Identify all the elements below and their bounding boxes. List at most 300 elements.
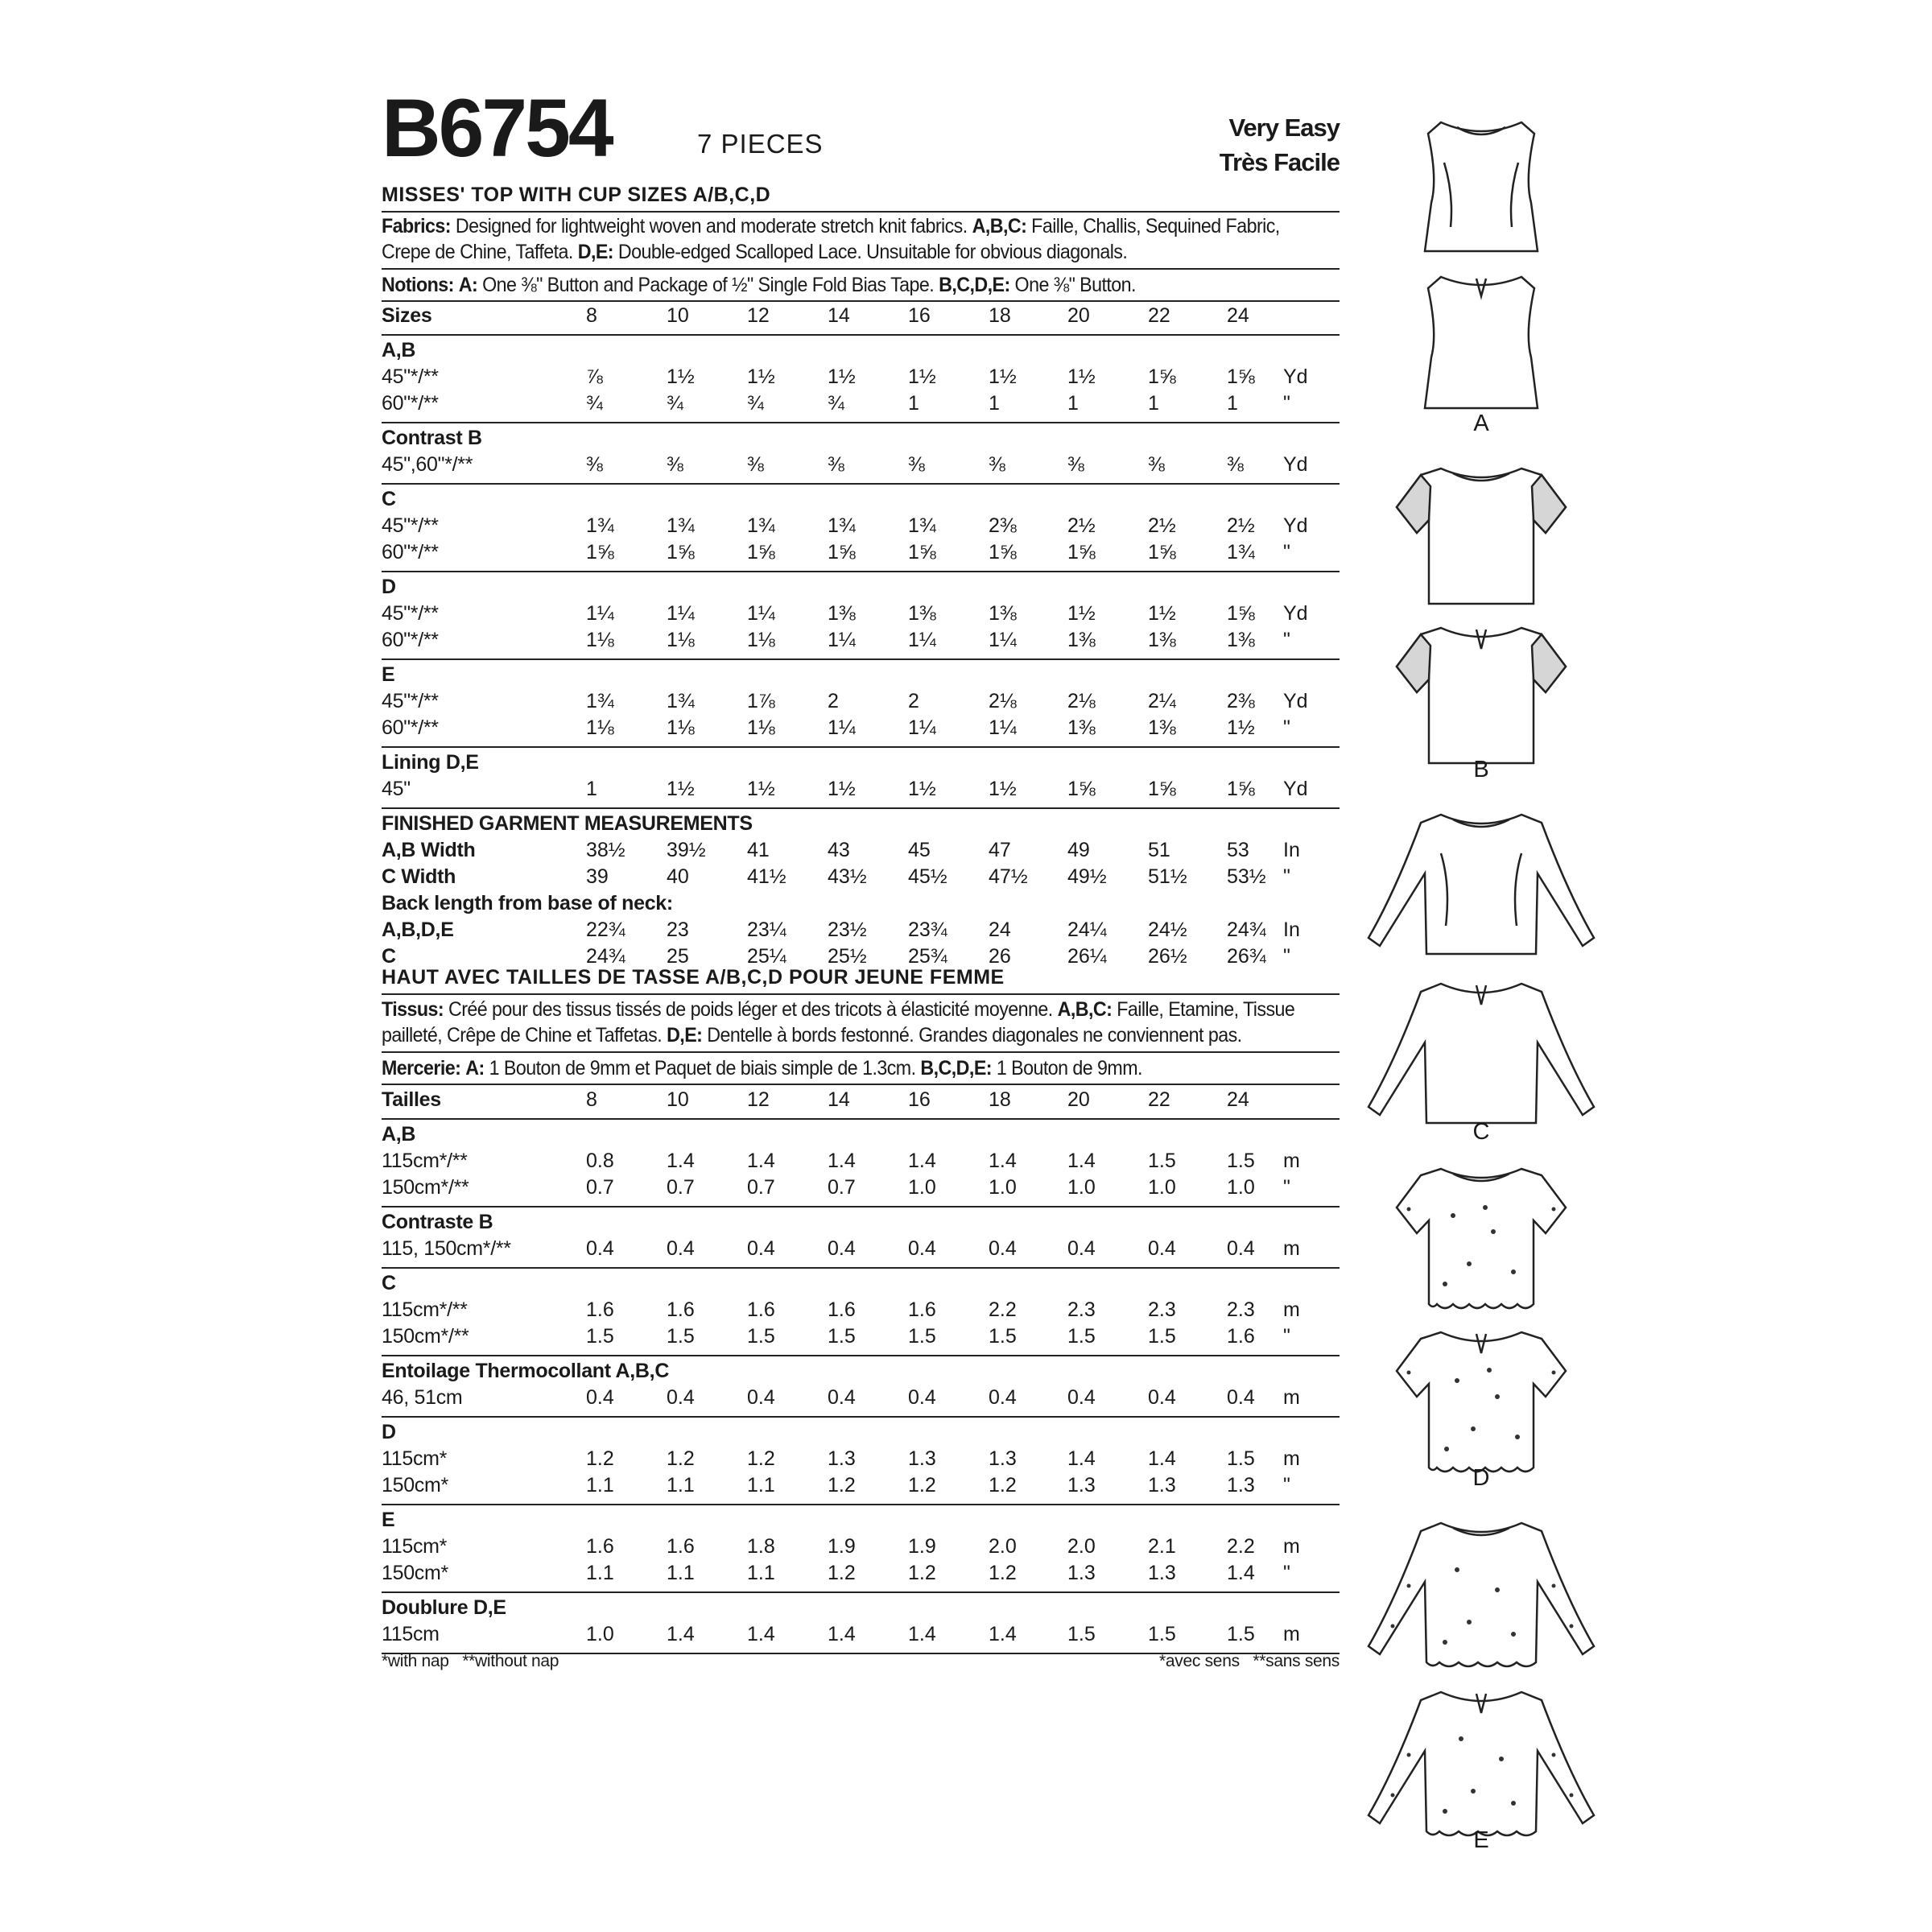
row-label: Contrast B (382, 427, 482, 449)
table-cell: 0.4 (1148, 1386, 1176, 1409)
table-cell: 1¼ (989, 716, 1017, 739)
table-cell: 1.4 (747, 1623, 775, 1645)
group-heading (382, 1360, 1340, 1384)
table-cell: 2.2 (989, 1298, 1017, 1321)
table-cell: 1.6 (908, 1298, 936, 1321)
group-heading (382, 751, 1340, 775)
divider (382, 807, 1340, 809)
table-cell: 1.0 (586, 1623, 614, 1645)
table-cell: 0.4 (667, 1386, 695, 1409)
pieces-count: 7 PIECES (697, 129, 824, 159)
table-cell: 2.3 (1148, 1298, 1176, 1321)
table-cell: 18 (989, 304, 1011, 327)
measurements-heading (382, 812, 1340, 836)
table-cell: ¾ (828, 392, 844, 415)
table-cell: 1⅝ (1227, 602, 1255, 625)
table-cell: 1.1 (586, 1474, 614, 1496)
table-cell: 1.2 (989, 1562, 1017, 1584)
table-row (382, 629, 1340, 653)
table-cell: 0.7 (586, 1176, 614, 1199)
table-cell: 1⅜ (1148, 629, 1176, 651)
table-cell: 1⅝ (1227, 778, 1255, 800)
table-cell: ⅜ (1227, 453, 1244, 476)
table-cell: 0.4 (908, 1237, 936, 1260)
table-cell: 0.4 (667, 1237, 695, 1260)
view-b-illustration (1373, 459, 1590, 773)
table-cell: 1 (1067, 392, 1079, 415)
table-cell: 40 (667, 865, 689, 888)
back-length-heading (382, 892, 1340, 916)
table-cell: 1¼ (828, 629, 856, 651)
table-row (382, 1325, 1340, 1349)
table-cell: ⅜ (586, 453, 603, 476)
table-cell: 1.2 (828, 1474, 856, 1496)
table-cell: 26½ (1148, 945, 1187, 968)
table-row (382, 1176, 1340, 1200)
unit-label: m (1283, 1623, 1300, 1645)
table-cell: 0.4 (828, 1386, 856, 1409)
table-cell: 1.5 (1227, 1623, 1255, 1645)
table-cell: 1.6 (747, 1298, 775, 1321)
divider (382, 300, 1340, 302)
table-cell: 25¼ (747, 945, 786, 968)
unit-label: Yd (1283, 365, 1308, 388)
view-letter-e: E (1473, 1827, 1489, 1853)
group-heading (382, 1421, 1340, 1445)
footnote-en: *with nap **without nap (382, 1652, 559, 1670)
row-label: 60"*/** (382, 392, 439, 415)
divider (382, 746, 1340, 748)
row-label: FINISHED GARMENT MEASUREMENTS (382, 812, 753, 835)
table-cell: 8 (586, 304, 597, 327)
row-label: A,B Width (382, 839, 476, 861)
table-cell: 1⅝ (586, 541, 614, 564)
group-heading (382, 1509, 1340, 1533)
table-cell: 1.3 (908, 1447, 936, 1470)
table-cell: 1.4 (828, 1623, 856, 1645)
table-row (382, 1623, 1340, 1647)
table-cell: 1.4 (1227, 1562, 1255, 1584)
row-label: 60"*/** (382, 716, 439, 739)
table-cell: 1.1 (667, 1562, 695, 1584)
table-cell: 1.4 (667, 1150, 695, 1172)
table-cell: 0.4 (1067, 1386, 1096, 1409)
table-cell: 20 (1067, 304, 1090, 327)
table-cell: 10 (667, 1088, 689, 1111)
table-row (382, 1447, 1340, 1472)
table-cell: 2¼ (1148, 690, 1176, 712)
unit-label: Yd (1283, 778, 1308, 800)
table-cell: 1.0 (989, 1176, 1017, 1199)
table-cell: 1.9 (908, 1535, 936, 1558)
table-row (382, 1386, 1340, 1410)
table-cell: 1⅛ (747, 629, 775, 651)
table-cell: 0.7 (828, 1176, 856, 1199)
table-cell: 1.5 (586, 1325, 614, 1348)
table-cell: 41½ (747, 865, 786, 888)
table-cell: 24¾ (1227, 919, 1266, 941)
divider (382, 1206, 1340, 1208)
table-cell: 1⅝ (828, 541, 856, 564)
table-cell: 25 (667, 945, 689, 968)
mercerie-text: Mercerie: A: 1 Bouton de 9mm et Paquet de biais simple de 1.3cm. B,C,D,E: 1 Bouton de 9mm. (382, 1057, 1142, 1080)
table-cell: 10 (667, 304, 689, 327)
row-label: 45"*/** (382, 690, 439, 712)
group-heading (382, 1596, 1340, 1620)
english-title: MISSES' TOP WITH CUP SIZES A/B,C,D (382, 184, 771, 206)
view-e-illustration (1360, 1513, 1602, 1852)
table-cell: ⅜ (1067, 453, 1084, 476)
row-label: Lining D,E (382, 751, 479, 774)
divider (382, 1355, 1340, 1356)
table-cell: 1.3 (1148, 1474, 1176, 1496)
table-cell: 1.2 (908, 1562, 936, 1584)
table-cell: 2.2 (1227, 1535, 1255, 1558)
table-cell: 24 (989, 919, 1011, 941)
table-cell: 1⅝ (908, 541, 936, 564)
table-cell: 2⅜ (989, 514, 1017, 537)
sizes-header-row (382, 1088, 1340, 1113)
table-cell: 14 (828, 1088, 850, 1111)
table-cell: ⅜ (667, 453, 683, 476)
table-cell: 23¼ (747, 919, 786, 941)
table-cell: 25½ (828, 945, 867, 968)
table-cell: 14 (828, 304, 850, 327)
table-cell: 1.4 (667, 1623, 695, 1645)
row-label: 46, 51cm (382, 1386, 463, 1409)
unit-label: m (1283, 1150, 1300, 1172)
table-cell: 2.0 (1067, 1535, 1096, 1558)
row-label: C (382, 945, 396, 968)
table-cell: 1½ (1148, 602, 1176, 625)
table-cell: 1½ (1227, 716, 1255, 739)
table-row (382, 1535, 1340, 1559)
table-cell: 0.4 (586, 1386, 614, 1409)
table-cell: 23¾ (908, 919, 947, 941)
table-cell: 1¾ (1227, 541, 1255, 564)
sizes-header-row (382, 304, 1340, 328)
measurement-row (382, 919, 1340, 943)
table-cell: 45 (908, 839, 931, 861)
table-cell: 1⅜ (828, 602, 856, 625)
view-letter-b: B (1473, 757, 1489, 782)
table-cell: 16 (908, 1088, 931, 1111)
table-cell: 1.9 (828, 1535, 856, 1558)
table-cell: 1.1 (747, 1562, 775, 1584)
table-cell: 1.5 (1227, 1447, 1255, 1470)
table-cell: 1.5 (747, 1325, 775, 1348)
table-cell: 1.0 (1067, 1176, 1096, 1199)
divider (382, 1591, 1340, 1593)
fabrics-text: Fabrics: Designed for lightweight woven and moderate stretch knit fabrics. A,B,C: Faille, Challis, Sequined Fabric, Crepe de Chine, Taffeta. D,E: Double-edged Scalloped Lace. Unsuitable for obvious diagonals. (382, 215, 1280, 263)
table-row (382, 716, 1340, 741)
table-cell: 0.4 (1067, 1237, 1096, 1260)
row-label: 115cm* (382, 1535, 448, 1558)
table-cell: 1⅛ (586, 716, 614, 739)
table-cell: 1.3 (1227, 1474, 1255, 1496)
table-cell: 51½ (1148, 865, 1187, 888)
table-row (382, 365, 1340, 390)
view-c-illustration (1360, 805, 1602, 1143)
table-cell: 0.7 (667, 1176, 695, 1199)
table-cell: ¾ (747, 392, 764, 415)
unit-label: " (1283, 629, 1290, 651)
table-cell: 1½ (747, 365, 775, 388)
table-cell: 1½ (989, 365, 1017, 388)
table-cell: 1.3 (1067, 1562, 1096, 1584)
table-cell: 26 (989, 945, 1011, 968)
row-label: C (382, 1272, 396, 1294)
table-row (382, 690, 1340, 714)
unit-label: m (1283, 1535, 1300, 1558)
table-cell: 26¼ (1067, 945, 1107, 968)
table-cell: 1⅝ (667, 541, 695, 564)
divider (382, 571, 1340, 572)
table-cell: 1.2 (989, 1474, 1017, 1496)
table-cell: 1.3 (1148, 1562, 1176, 1584)
table-cell: 1⅜ (1067, 716, 1096, 739)
table-cell: 41 (747, 839, 770, 861)
table-cell: 2.3 (1067, 1298, 1096, 1321)
table-cell: 1.6 (667, 1298, 695, 1321)
row-label: 115cm* (382, 1447, 448, 1470)
table-cell: 1 (586, 778, 597, 800)
table-cell: 1 (1148, 392, 1159, 415)
table-cell: 1½ (1067, 602, 1096, 625)
table-cell: 1.2 (667, 1447, 695, 1470)
row-label: 115cm*/** (382, 1298, 468, 1321)
table-cell: 25¾ (908, 945, 947, 968)
table-cell: 1.4 (1067, 1150, 1096, 1172)
group-heading (382, 1211, 1340, 1235)
table-cell: 1.5 (1148, 1325, 1176, 1348)
view-illustrations (1360, 97, 1602, 1868)
table-cell: 24¾ (586, 945, 625, 968)
row-label: E (382, 663, 395, 686)
table-cell: 2 (908, 690, 919, 712)
table-cell: 1.6 (667, 1535, 695, 1558)
table-cell: 1⅝ (1148, 778, 1176, 800)
divider (382, 658, 1340, 660)
table-cell: 1⅛ (667, 716, 695, 739)
table-row (382, 1562, 1340, 1586)
table-cell: 1¼ (667, 602, 695, 625)
table-cell: 1.5 (828, 1325, 856, 1348)
table-row (382, 778, 1340, 802)
table-cell: 22 (1148, 1088, 1170, 1111)
table-cell: 22 (1148, 304, 1170, 327)
unit-label: " (1283, 1176, 1290, 1199)
row-label: 45"*/** (382, 514, 439, 537)
table-cell: 47 (989, 839, 1011, 861)
row-label: 150cm*/** (382, 1176, 469, 1199)
table-row (382, 453, 1340, 477)
table-cell: 1⅛ (747, 716, 775, 739)
table-cell: 0.4 (989, 1386, 1017, 1409)
table-cell: 39½ (667, 839, 706, 861)
table-cell: 1¼ (586, 602, 614, 625)
group-heading (382, 488, 1340, 512)
table-cell: 20 (1067, 1088, 1090, 1111)
table-cell: 1.4 (747, 1150, 775, 1172)
table-cell: 1.6 (586, 1535, 614, 1558)
table-cell: 23 (667, 919, 689, 941)
group-heading (382, 427, 1340, 451)
table-cell: 2 (828, 690, 839, 712)
table-cell: ⅜ (989, 453, 1005, 476)
row-label: C Width (382, 865, 456, 888)
row-label: Entoilage Thermocollant A,B,C (382, 1360, 670, 1382)
table-cell: 1.4 (989, 1150, 1017, 1172)
table-cell: 43½ (828, 865, 867, 888)
table-cell: 53 (1227, 839, 1249, 861)
table-cell: 2.3 (1227, 1298, 1255, 1321)
divider (382, 1118, 1340, 1120)
row-label: 45"*/** (382, 365, 439, 388)
row-label: 115cm*/** (382, 1150, 468, 1172)
table-cell: 0.4 (747, 1237, 775, 1260)
row-label: Contraste B (382, 1211, 493, 1233)
table-cell: 1¾ (667, 690, 695, 712)
table-cell: ⅜ (1148, 453, 1165, 476)
row-label: A,B (382, 339, 416, 361)
table-row (382, 392, 1340, 416)
table-cell: 1.5 (1067, 1325, 1096, 1348)
table-cell: 2½ (1148, 514, 1176, 537)
table-cell: 2½ (1227, 514, 1255, 537)
table-cell: 1 (989, 392, 1000, 415)
table-cell: 1.0 (908, 1176, 936, 1199)
table-cell: 1½ (989, 778, 1017, 800)
french-title: HAUT AVEC TAILLES DE TASSE A/B,C,D POUR JEUNE FEMME (382, 966, 1005, 989)
group-heading (382, 339, 1340, 363)
view-d-illustration (1373, 1159, 1590, 1481)
view-letter-c: C (1472, 1119, 1490, 1145)
row-label: 115cm (382, 1623, 440, 1645)
table-cell: 1.4 (908, 1623, 936, 1645)
table-cell: 0.4 (1148, 1237, 1176, 1260)
table-cell: 8 (586, 1088, 597, 1111)
table-cell: 1.3 (828, 1447, 856, 1470)
table-cell: 2.1 (1148, 1535, 1176, 1558)
table-cell: 1⅝ (1067, 541, 1096, 564)
view-letter-a: A (1473, 411, 1489, 436)
table-cell: 1½ (747, 778, 775, 800)
table-cell: 1.5 (1227, 1150, 1255, 1172)
row-label: 150cm*/** (382, 1325, 469, 1348)
table-cell: 1½ (908, 778, 936, 800)
table-cell: ⅜ (828, 453, 844, 476)
difficulty-fr: Très Facile (1219, 148, 1340, 176)
table-cell: 51 (1148, 839, 1170, 861)
measurement-row (382, 865, 1340, 890)
row-label: 150cm* (382, 1474, 448, 1496)
unit-label: " (1283, 1562, 1290, 1584)
table-cell: 24¼ (1067, 919, 1107, 941)
row-label: Sizes (382, 304, 432, 327)
table-cell: 1 (1227, 392, 1238, 415)
table-cell: 1.4 (989, 1623, 1017, 1645)
table-cell: 1.2 (908, 1474, 936, 1496)
table-cell: 2.0 (989, 1535, 1017, 1558)
divider (382, 334, 1340, 336)
row-label: D (382, 1421, 396, 1443)
table-cell: 1½ (908, 365, 936, 388)
table-cell: 38½ (586, 839, 625, 861)
row-label: Back length from base of neck: (382, 892, 673, 914)
table-cell: 1⅜ (989, 602, 1017, 625)
table-cell: 1⅝ (1148, 541, 1176, 564)
unit-label: m (1283, 1447, 1300, 1470)
divider (382, 1084, 1340, 1085)
unit-label: " (1283, 716, 1290, 739)
unit-label: " (1283, 541, 1290, 564)
unit-label: " (1283, 865, 1290, 888)
pattern-number: B6754 (382, 82, 612, 174)
table-cell: 1.6 (828, 1298, 856, 1321)
table-cell: 1⅜ (1148, 716, 1176, 739)
table-cell: 18 (989, 1088, 1011, 1111)
table-row (382, 1150, 1340, 1174)
table-cell: 12 (747, 304, 770, 327)
unit-label: In (1283, 839, 1300, 861)
divider (382, 1416, 1340, 1418)
view-letter-d: D (1472, 1465, 1490, 1491)
row-label: Tailles (382, 1088, 441, 1111)
table-row (382, 541, 1340, 565)
table-cell: 1.4 (1148, 1447, 1176, 1470)
table-cell: 39 (586, 865, 609, 888)
row-label: 45"*/** (382, 602, 439, 625)
table-cell: 1.0 (1148, 1176, 1176, 1199)
group-heading (382, 1123, 1340, 1147)
table-cell: 0.4 (747, 1386, 775, 1409)
table-cell: 1.6 (1227, 1325, 1255, 1348)
table-cell: 43 (828, 839, 850, 861)
table-cell: 1.2 (586, 1447, 614, 1470)
table-cell: 1.1 (586, 1562, 614, 1584)
table-cell: 1¾ (828, 514, 856, 537)
unit-label: " (1283, 945, 1290, 968)
table-cell: 1⅝ (1067, 778, 1096, 800)
table-cell: 49 (1067, 839, 1090, 861)
row-label: Doublure D,E (382, 1596, 506, 1619)
unit-label: m (1283, 1298, 1300, 1321)
table-cell: 24 (1227, 304, 1249, 327)
notions-text: Notions: A: One ⅜" Button and Package of ½" Single Fold Bias Tape. B,C,D,E: One ⅜" Button. (382, 274, 1136, 296)
table-cell: 1⅜ (1067, 629, 1096, 651)
table-row (382, 1474, 1340, 1498)
table-row (382, 1298, 1340, 1323)
table-cell: 1½ (667, 365, 695, 388)
table-cell: 2⅛ (1067, 690, 1096, 712)
table-cell: 1⅜ (1227, 629, 1255, 651)
table-cell: 24 (1227, 1088, 1249, 1111)
row-label: 60"*/** (382, 629, 439, 651)
table-cell: 1¼ (908, 629, 936, 651)
table-cell: 1.8 (747, 1535, 775, 1558)
table-cell: 1¾ (667, 514, 695, 537)
table-cell: 0.4 (828, 1237, 856, 1260)
group-heading (382, 1272, 1340, 1296)
unit-label: " (1283, 1474, 1290, 1496)
table-cell: 1¾ (908, 514, 936, 537)
table-cell: 1¼ (908, 716, 936, 739)
unit-label: Yd (1283, 602, 1308, 625)
tissus-text: Tissus: Créé pour des tissus tissés de poids léger et des tricots à élasticité moyenne. A,B,C: Faille, Etamine, Tissue pailleté, Crêpe de Chine et Taffetas. D,E: Dentelle à bords festonné. Grandes diagonales ne conviennent pas. (382, 998, 1295, 1046)
table-cell: ⅜ (908, 453, 925, 476)
row-label: 45",60"*/** (382, 453, 473, 476)
